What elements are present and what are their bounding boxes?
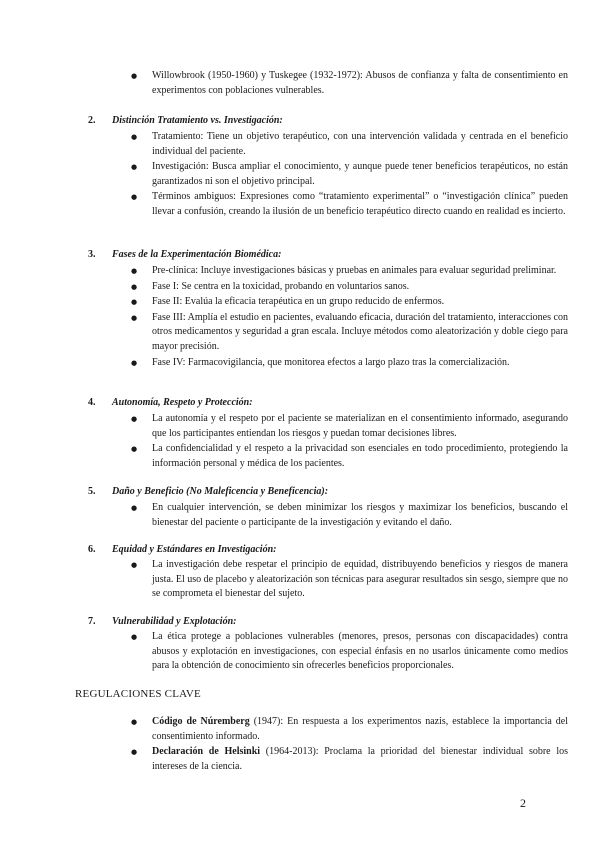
section-title: Autonomía, Respeto y Protección: [112,397,253,408]
list-item: ● Tratamiento: Tiene un objetivo terapéutico, con una intervención validada y centrada en el beneficio individual del paciente. [128,130,568,159]
section-title: Daño y Beneficio (No Maleficencia y Beneficencia): [112,486,329,497]
section-number: 4. [88,397,96,408]
section-list [88,558,568,602]
section-list [88,630,568,674]
section-title: Equidad y Estándares en Investigación: [112,544,277,555]
page-number: 2 [520,796,526,810]
list-item: ● La investigación debe respetar el principio de equidad, distribuyendo beneficios y riesgos de manera justa. El uso de placebo y aleatorización son técnicas para asegurar resultados sin sesgo, siempre que no se comprometa el bienestar del sujeto. [128,558,568,602]
section-list [88,412,568,471]
intro-list [88,69,568,98]
list-item: ● Fase IV: Farmacovigilancia, que monitorea efectos a largo plazo tras la comercialización. [128,356,568,371]
section-heading [88,248,281,262]
list-item: ● Fase I: Se centra en la toxicidad, probando en voluntarios sanos. [128,280,568,295]
section-list [88,130,568,220]
section-heading [88,485,328,499]
section-heading [88,396,253,410]
regulations-list [88,715,568,774]
list-item: ● Willowbrook (1950-1960) y Tuskegee (1932-1972): Abusos de confianza y falta de consentimiento en experimentos con poblaciones vulnerables. [128,69,568,98]
regulation-name: Código de Núremberg [152,716,250,727]
section-title: Distinción Tratamiento vs. Investigación: [112,115,283,126]
list-item: ● La ética protege a poblaciones vulnerables (menores, presos, personas con discapacidades) contra abusos y explotación en investigaciones, con especial énfasis en no usarlos únicamente como medios para la obtención de conocimiento sin ofrecerles beneficios proporcionales. [128,630,568,674]
list-item [128,745,568,774]
section-number: 3. [88,249,96,260]
regulation-text: (1964-2013): Proclama la prioridad del bienestar individual sobre los intereses de la ciencia. [152,746,568,772]
regulation-name: Declaración de Helsinki [152,746,261,758]
section-number: 5. [88,486,96,497]
section-list [88,264,568,370]
section-list [88,501,568,530]
section-heading [88,114,283,128]
list-item: ● Términos ambiguos: Expresiones como “tratamiento experimental” o “investigación clínica” pueden llevar a confusión, creando la ilusión de un beneficio terapéutico directo cuando en realidad es incierto. [128,190,568,219]
section-number: 2. [88,115,96,126]
list-item: ● La confidencialidad y el respeto a la privacidad son esenciales en todo procedimiento, protegiendo la información personal y médica de los pacientes. [128,442,568,471]
section-title: Fases de la Experimentación Biomédica: [112,249,282,260]
list-item [128,715,568,744]
section-heading [88,543,276,557]
list-item: ● Pre-clínica: Incluye investigaciones básicas y pruebas en animales para evaluar seguridad preliminar. [128,264,568,279]
list-item: ● En cualquier intervención, se deben minimizar los riesgos y maximizar los beneficios, buscando el bienestar del paciente o participante de la investigación y evitando el daño. [128,501,568,530]
list-item: ● La autonomía y el respeto por el paciente se materializan en el consentimiento informado, asegurando que los participantes entiendan los riesgos y puedan tomar decisiones libres. [128,412,568,441]
section-number: 6. [88,544,96,555]
regulation-text: (1947): En respuesta a los experimentos nazis, establece la importancia del consentimiento informado. [152,716,568,742]
section-title: Vulnerabilidad y Explotación: [112,616,237,627]
list-item: ● Fase II: Evalúa la eficacia terapéutica en un grupo reducido de enfermos. [128,295,568,310]
section-heading [88,615,236,629]
section-number: 7. [88,616,96,627]
list-item: ● Investigación: Busca ampliar el conocimiento, y aunque puede tener beneficios terapéuticos, no están garantizados ni son el objetivo principal. [128,160,568,189]
regulations-heading: REGULACIONES CLAVE [75,688,201,700]
list-item: ● Fase III: Amplía el estudio en pacientes, evaluando eficacia, duración del tratamiento, interacciones con otros medicamentos y seguridad a gran escala. Incluye métodos como aleatorización y doble ciego para mayor precisión. [128,311,568,355]
